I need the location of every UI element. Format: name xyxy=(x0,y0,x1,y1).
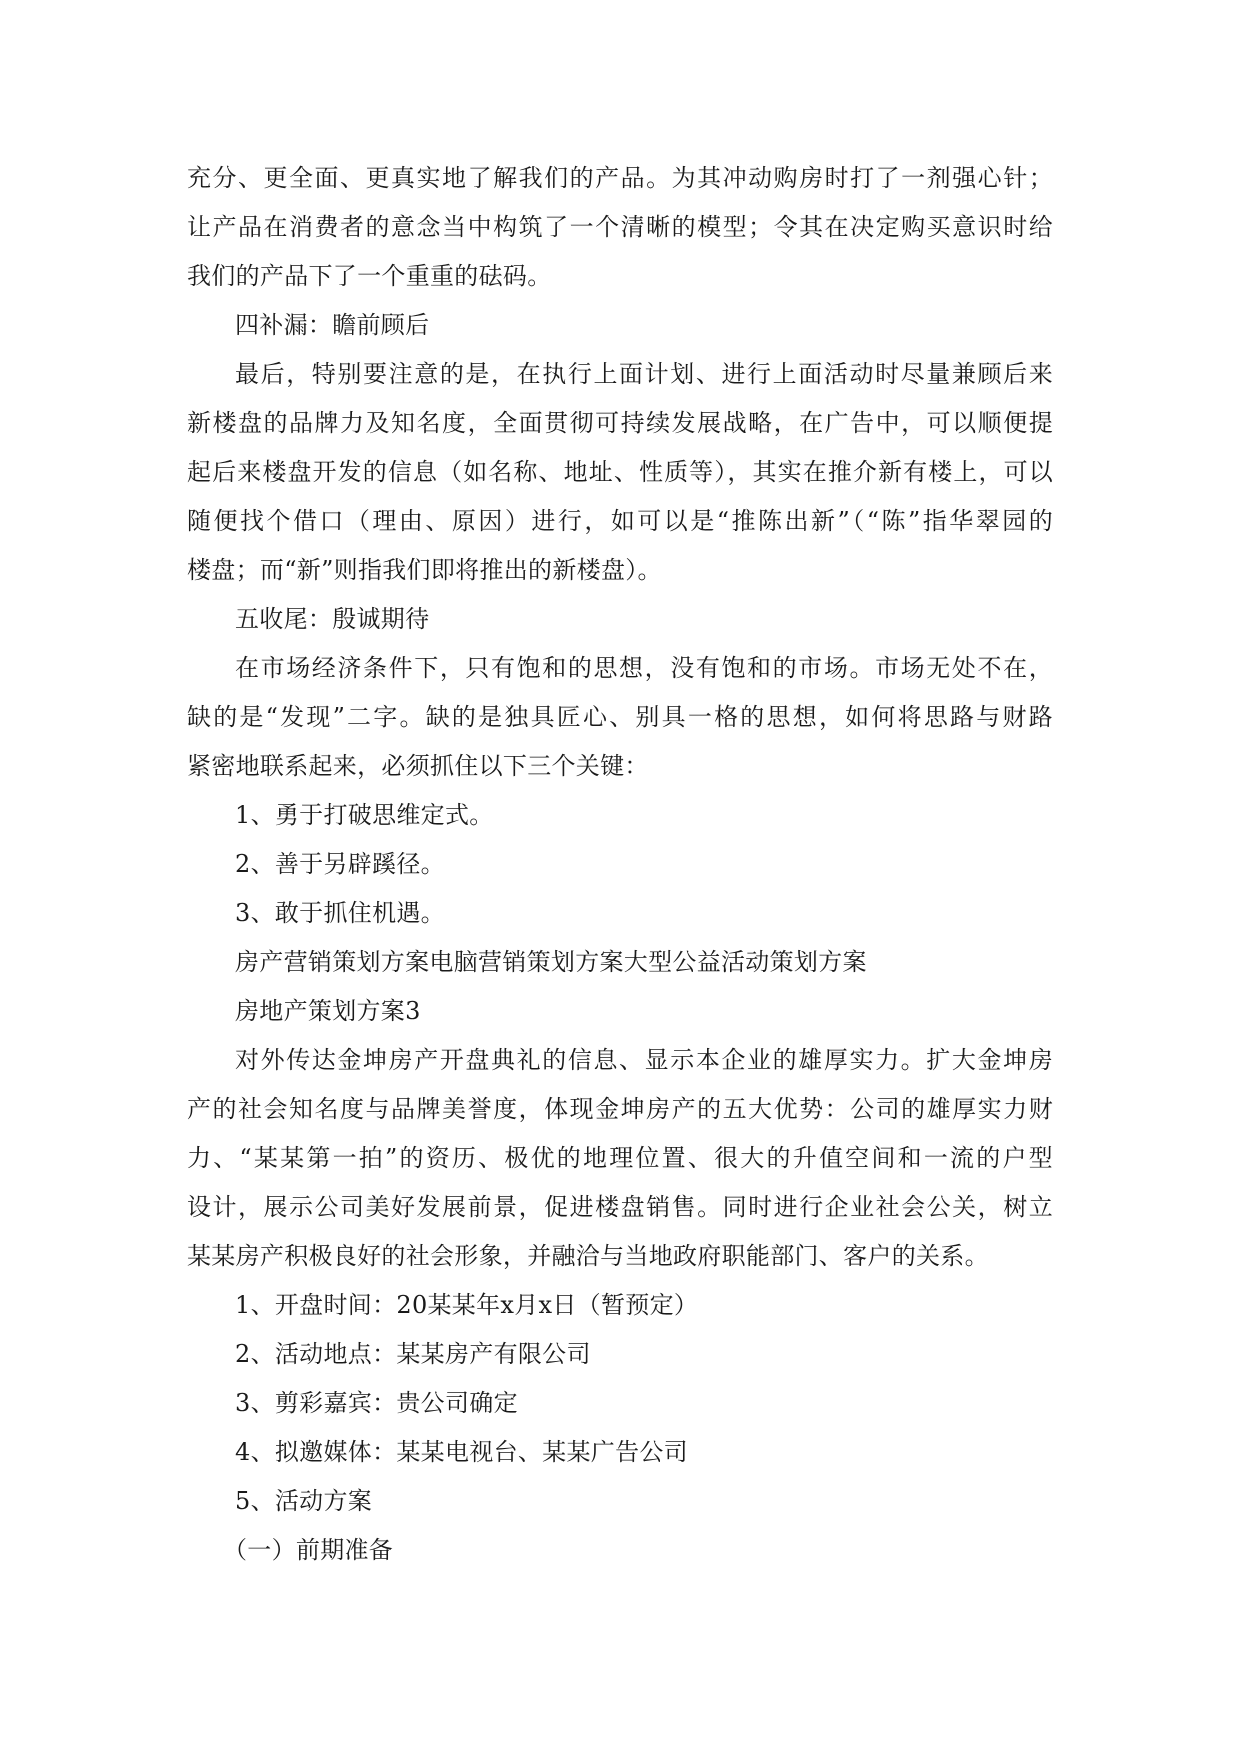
text-line: 楼盘；而“新”则指我们即将推出的新楼盘）。 xyxy=(187,556,662,584)
related-titles-text: 房产营销策划方案电脑营销策划方案大型公益活动策划方案 xyxy=(235,948,867,976)
related-titles xyxy=(187,938,1053,987)
document-title-text: 房地产策划方案3 xyxy=(235,997,421,1025)
list-item-text: 3、敢于抓住机遇。 xyxy=(235,899,445,927)
text-line: 产的社会知名度与品牌美誉度，体现金坤房产的五大优势：公司的雄厚实力财 xyxy=(187,1095,1053,1123)
info-item xyxy=(187,1477,1053,1526)
info-item xyxy=(187,1428,1053,1477)
sub-heading-text: （一）前期准备 xyxy=(223,1536,394,1564)
text-line: 力、“某某第一拍”的资历、极优的地理位置、很大的升值空间和一流的户型 xyxy=(187,1144,1053,1172)
document-title xyxy=(187,987,1053,1036)
info-item xyxy=(187,1330,1053,1379)
list-item xyxy=(187,791,1053,840)
heading-text: 四补漏：瞻前顾后 xyxy=(235,311,430,339)
paragraph xyxy=(187,350,1053,595)
info-item-text: 3、剪彩嘉宾：贵公司确定 xyxy=(235,1389,518,1417)
text-line: 我们的产品下了一个重重的砝码。 xyxy=(187,262,552,290)
text-line: 让产品在消费者的意念当中构筑了一个清晰的模型；令其在决定购买意识时给 xyxy=(187,213,1053,241)
paragraph xyxy=(187,154,1053,301)
text-line: 新楼盘的品牌力及知名度，全面贯彻可持续发展战略，在广告中，可以顺便提 xyxy=(187,409,1053,437)
info-item-text: 2、活动地点：某某房产有限公司 xyxy=(235,1340,591,1368)
document-body xyxy=(187,154,1053,1575)
paragraph xyxy=(187,644,1053,791)
section-heading xyxy=(187,301,1053,350)
text-line: 设计，展示公司美好发展前景，促进楼盘销售。同时进行企业社会公关，树立 xyxy=(187,1193,1053,1221)
text-line: 紧密地联系起来，必须抓住以下三个关键： xyxy=(187,752,649,780)
info-item-text: 1、开盘时间：20某某年x月x日（暂预定） xyxy=(235,1291,699,1319)
text-line: 起后来楼盘开发的信息（如名称、地址、性质等），其实在推介新有楼上，可以 xyxy=(187,458,1053,486)
info-item xyxy=(187,1379,1053,1428)
list-item-text: 1、勇于打破思维定式。 xyxy=(235,801,494,829)
text-line: 对外传达金坤房产开盘典礼的信息、显示本企业的雄厚实力。扩大金坤房 xyxy=(235,1046,1053,1074)
list-item-text: 2、善于另辟蹊径。 xyxy=(235,850,445,878)
text-line: 某某房产积极良好的社会形象，并融洽与当地政府职能部门、客户的关系。 xyxy=(187,1242,989,1270)
info-item-text: 4、拟邀媒体：某某电视台、某某广告公司 xyxy=(235,1438,688,1466)
sub-heading xyxy=(187,1526,1053,1575)
text-line: 充分、更全面、更真实地了解我们的产品。为其冲动购房时打了一剂强心针； xyxy=(187,164,1053,192)
info-item xyxy=(187,1281,1053,1330)
paragraph xyxy=(187,1036,1053,1281)
text-line: 在市场经济条件下，只有饱和的思想，没有饱和的市场。市场无处不在， xyxy=(235,654,1053,682)
section-heading xyxy=(187,595,1053,644)
info-item-text: 5、活动方案 xyxy=(235,1487,373,1515)
text-line: 最后，特别要注意的是，在执行上面计划、进行上面活动时尽量兼顾后来 xyxy=(235,360,1053,388)
text-line: 随便找个借口（理由、原因）进行，如可以是“推陈出新”（“陈”指华翠园的 xyxy=(187,507,1053,535)
list-item xyxy=(187,840,1053,889)
list-item xyxy=(187,889,1053,938)
heading-text: 五收尾：殷诚期待 xyxy=(235,605,430,633)
text-line: 缺的是“发现”二字。缺的是独具匠心、别具一格的思想，如何将思路与财路 xyxy=(187,703,1053,731)
